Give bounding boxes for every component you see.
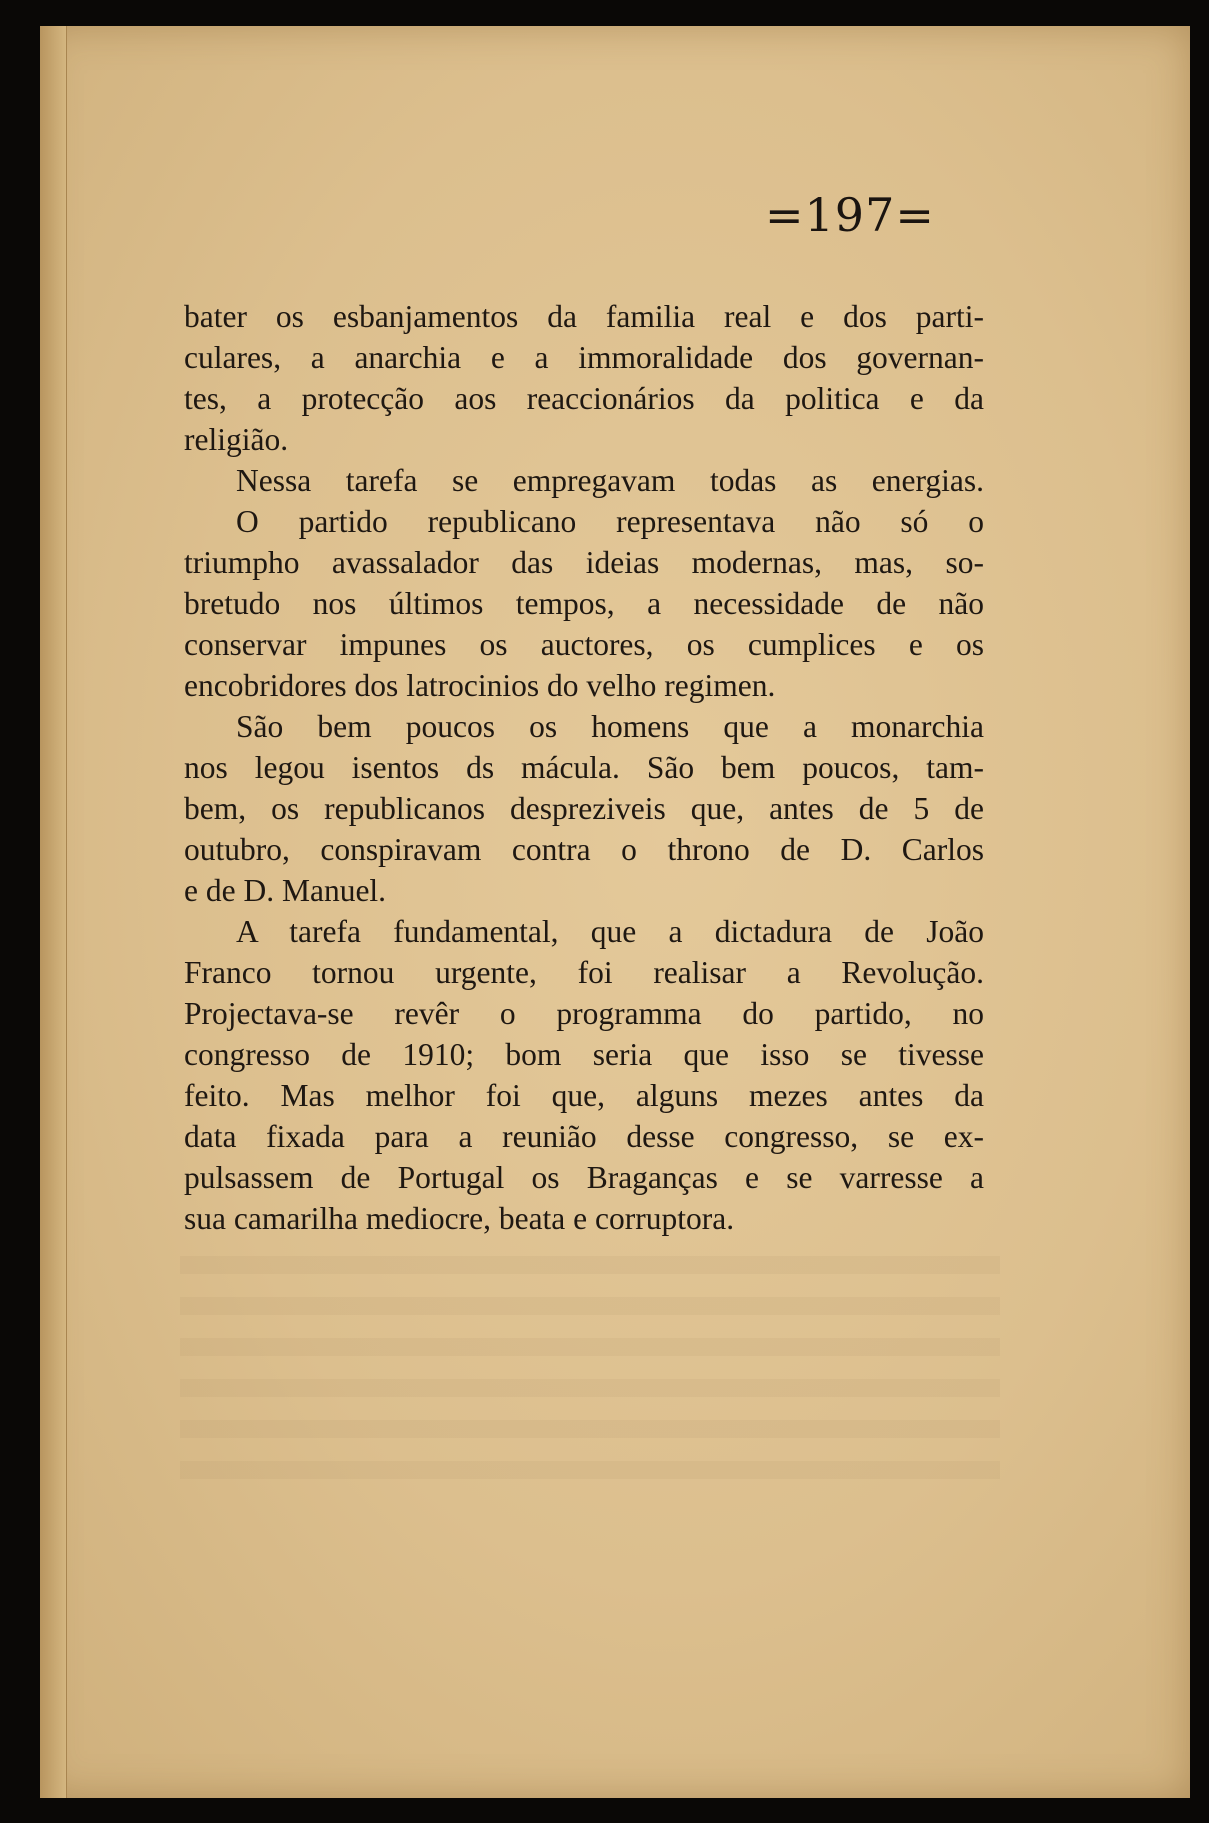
text-line: Nessa tarefa se empregavam todas as energias. (236, 463, 984, 498)
page-number: =197= (765, 188, 935, 242)
text-line: A tarefa fundamental, que a dictadura de João (236, 914, 984, 949)
text-line: sua camarilha mediocre, beata e corruptora. (184, 1201, 735, 1236)
book-page (40, 26, 1190, 1798)
text-line: nos legou isentos ds mácula. São bem poucos, tam- (184, 750, 984, 785)
text-line: religião. (184, 422, 289, 457)
text-line: data fixada para a reunião desse congresso, se ex- (184, 1119, 984, 1154)
body-text (184, 296, 984, 1239)
text-line: São bem poucos os homens que a monarchia (236, 709, 984, 744)
show-through-text (180, 1256, 1000, 1496)
text-line: bem, os republicanos despreziveis que, antes de 5 de (184, 791, 984, 826)
text-line: bretudo nos últimos tempos, a necessidade de não (184, 586, 984, 621)
text-line: bater os esbanjamentos da familia real e dos parti- (184, 299, 984, 334)
text-line: tes, a protecção aos reaccionários da politica e da (184, 381, 984, 416)
text-line: culares, a anarchia e a immoralidade dos governan- (184, 340, 984, 375)
text-line: feito. Mas melhor foi que, alguns mezes antes da (184, 1078, 984, 1113)
text-line: Franco tornou urgente, foi realisar a Revolução. (184, 955, 984, 990)
text-line: triumpho avassalador das ideias modernas, mas, so- (184, 545, 984, 580)
text-line: Projectava-se revêr o programma do partido, no (184, 996, 984, 1031)
text-line: pulsassem de Portugal os Braganças e se varresse a (184, 1160, 984, 1195)
text-line: O partido republicano representava não só o (236, 504, 984, 539)
page-gutter (40, 26, 67, 1798)
text-line: outubro, conspiravam contra o throno de D. Carlos (184, 832, 984, 867)
text-line: conservar impunes os auctores, os cumplices e os (184, 627, 984, 662)
text-line: e de D. Manuel. (184, 873, 387, 908)
text-line: congresso de 1910; bom seria que isso se tivesse (184, 1037, 984, 1072)
text-line: encobridores dos latrocinios do velho regimen. (184, 668, 776, 703)
